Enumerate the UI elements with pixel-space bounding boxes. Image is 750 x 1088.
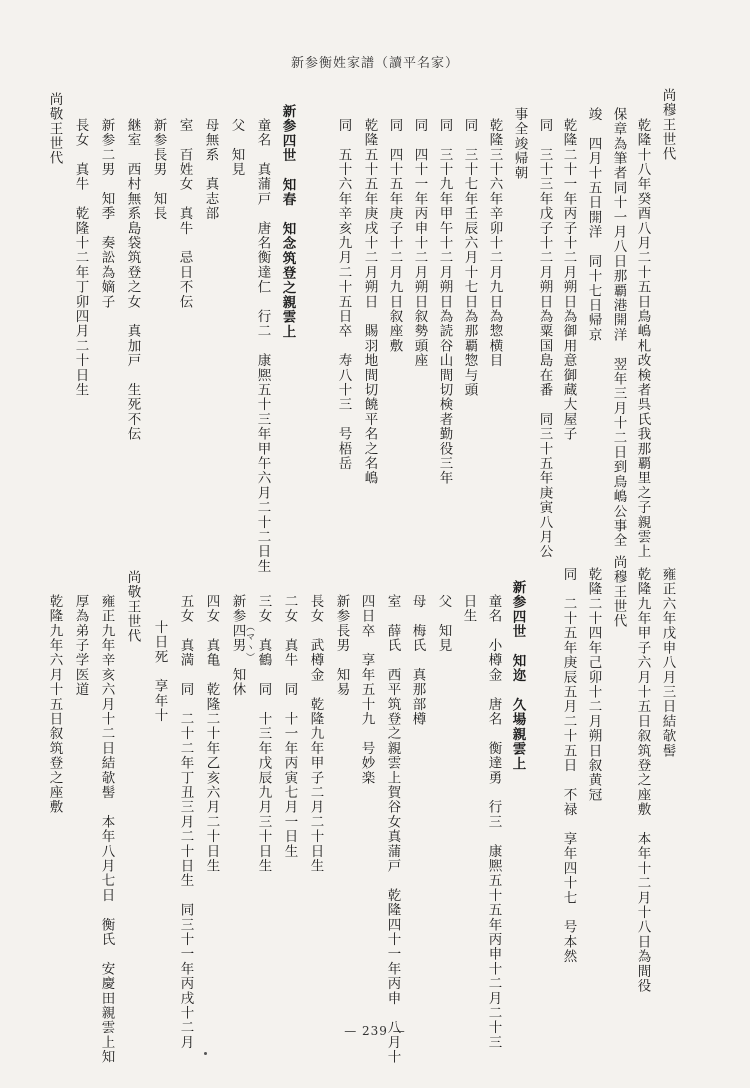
running-header: 新参衡姓家譜（讀平名家） [290, 56, 459, 71]
text-column: 乾隆九年六月十五日叙筑登之座敷 [46, 594, 63, 815]
text-column: 尚敬王世代 [124, 570, 141, 644]
generation-heading: 新参四世 知春 知念筑登之親雲上 [279, 104, 296, 340]
text-column: 五女 真満 同 二十二年丁丑三月二十日生 同三十一年丙戌十二月 [177, 594, 194, 1050]
text-column: 二女 真牛 同 十一年丙寅七月一日生 [281, 594, 298, 859]
ink-speck [204, 1052, 207, 1055]
text-column: 同 五十六年辛亥九月二十五日卒 寿八十三 号梧岳 [335, 118, 352, 471]
text-column: 保章為筆者同十一月八日那覇港開洋 翌年三月十二日到鳥嶋公事全 [610, 107, 627, 548]
text-column: 尚穆王世代 [659, 88, 676, 162]
text-column: 長女 武樽金 乾隆九年甲子二月二十日生 [307, 594, 324, 874]
text-column: 尚敬王世代 [46, 92, 63, 166]
text-column: 事全竣帰朝 [511, 107, 528, 181]
text-column: 四日卒 享年五十九 号妙楽 [358, 594, 375, 786]
text-column: 室 薛氏 西平筑登之親雲上賀谷女真蒲戸 乾隆四十一年丙申 八月十 [384, 594, 401, 1065]
text-column: 同 三十七年壬辰六月十七日為那覇惣与頭 [461, 118, 478, 398]
text-column: 雍正六年戊申八月三日結欹髻 [659, 567, 676, 759]
text-column: 新参長男 知易 [333, 594, 350, 697]
text-column: 童名 真蒲戸 唐名衡達仁 行二 康熈五十三年甲午六月二十二日生 [254, 118, 271, 574]
text-column: 同 三十三年戊子十二月朔日為粟国島在番 同三十五年庚寅八月公 [536, 118, 553, 559]
text-column: 乾隆五十五年庚戌十二月朔日 賜羽地間切饒平名之名嶋 [361, 118, 378, 486]
ruby-annotation: （マヽ） [244, 622, 254, 663]
text-column: 新参二男 知季 奏訟為嫡子 [98, 118, 115, 310]
text-column: 雍正九年辛亥六月十二日結欹髻 本年八月七日 衡氏 安慶田親雲上知 [98, 594, 115, 1065]
text-column: 新参四男 知休 [229, 594, 246, 697]
text-column: 母無系 真志部 [202, 118, 219, 221]
text-column: 継室 西村無系島袋筑登之女 真加戸 生死不伝 [124, 118, 141, 442]
text-column: 父 知見 [435, 594, 452, 653]
text-column: 乾隆十八年癸酉八月二十五日鳥嶋札改検者呉氏我那覇里之子親雲上 [634, 118, 651, 559]
text-column: 乾隆二十一年丙子十二月朔日為御用意御蔵大屋子 [560, 118, 577, 442]
text-column: 父 知見 [228, 118, 245, 177]
generation-heading: 新参四世 知迩 久場親雲上 [509, 580, 526, 772]
text-column: 室 百姓女 真牛 忌日不伝 [176, 118, 193, 310]
text-column: 新参長男 知長 [150, 118, 167, 221]
text-column: 日生 [460, 594, 477, 624]
text-column: 母 梅氏 真那部樽 [409, 594, 426, 727]
text-column: 三女 真鶴 同 十三年戊辰九月三十日生 [255, 594, 272, 874]
text-column: 同 二十五年庚辰五月二十五日 不禄 享年四十七 号本然 [560, 567, 577, 964]
text-column: 同 四十五年庚子十二月九日叙座敷 [386, 118, 403, 354]
text-column: 四女 真亀 乾隆二十年乙亥六月二十日生 [203, 594, 220, 874]
text-column: 乾隆二十四年己卯十二月朔日叙黄冠 [585, 567, 602, 803]
text-column: 乾隆九年甲子六月十五日叙筑登之座敷 本年十二月十八日為間役 [634, 567, 651, 994]
text-column: 厚為弟子学医道 [72, 594, 89, 697]
text-column: 十日死 享年十 [151, 620, 168, 723]
text-column: 乾隆三十六年辛卯十二月九日為惣横目 [486, 118, 503, 368]
text-column: 童名 小樽金 唐名 衡達勇 行三 康熈五十五年丙申十二月二十三 [485, 594, 502, 1050]
page-number: — 239 — [344, 1024, 406, 1038]
text-column: 尚穆王世代 [610, 555, 627, 629]
text-column: 竣 四月十五日開洋 同十七日帰京 [585, 107, 602, 343]
text-column: 同 三十九年甲午十二月朔日為読谷山間切検者勤役三年 [436, 118, 453, 486]
text-column: 長女 真牛 乾隆十二年丁卯四月二十日生 [72, 118, 89, 398]
text-column: 同 四十一年丙申十二月朔日叙勢頭座 [411, 118, 428, 368]
